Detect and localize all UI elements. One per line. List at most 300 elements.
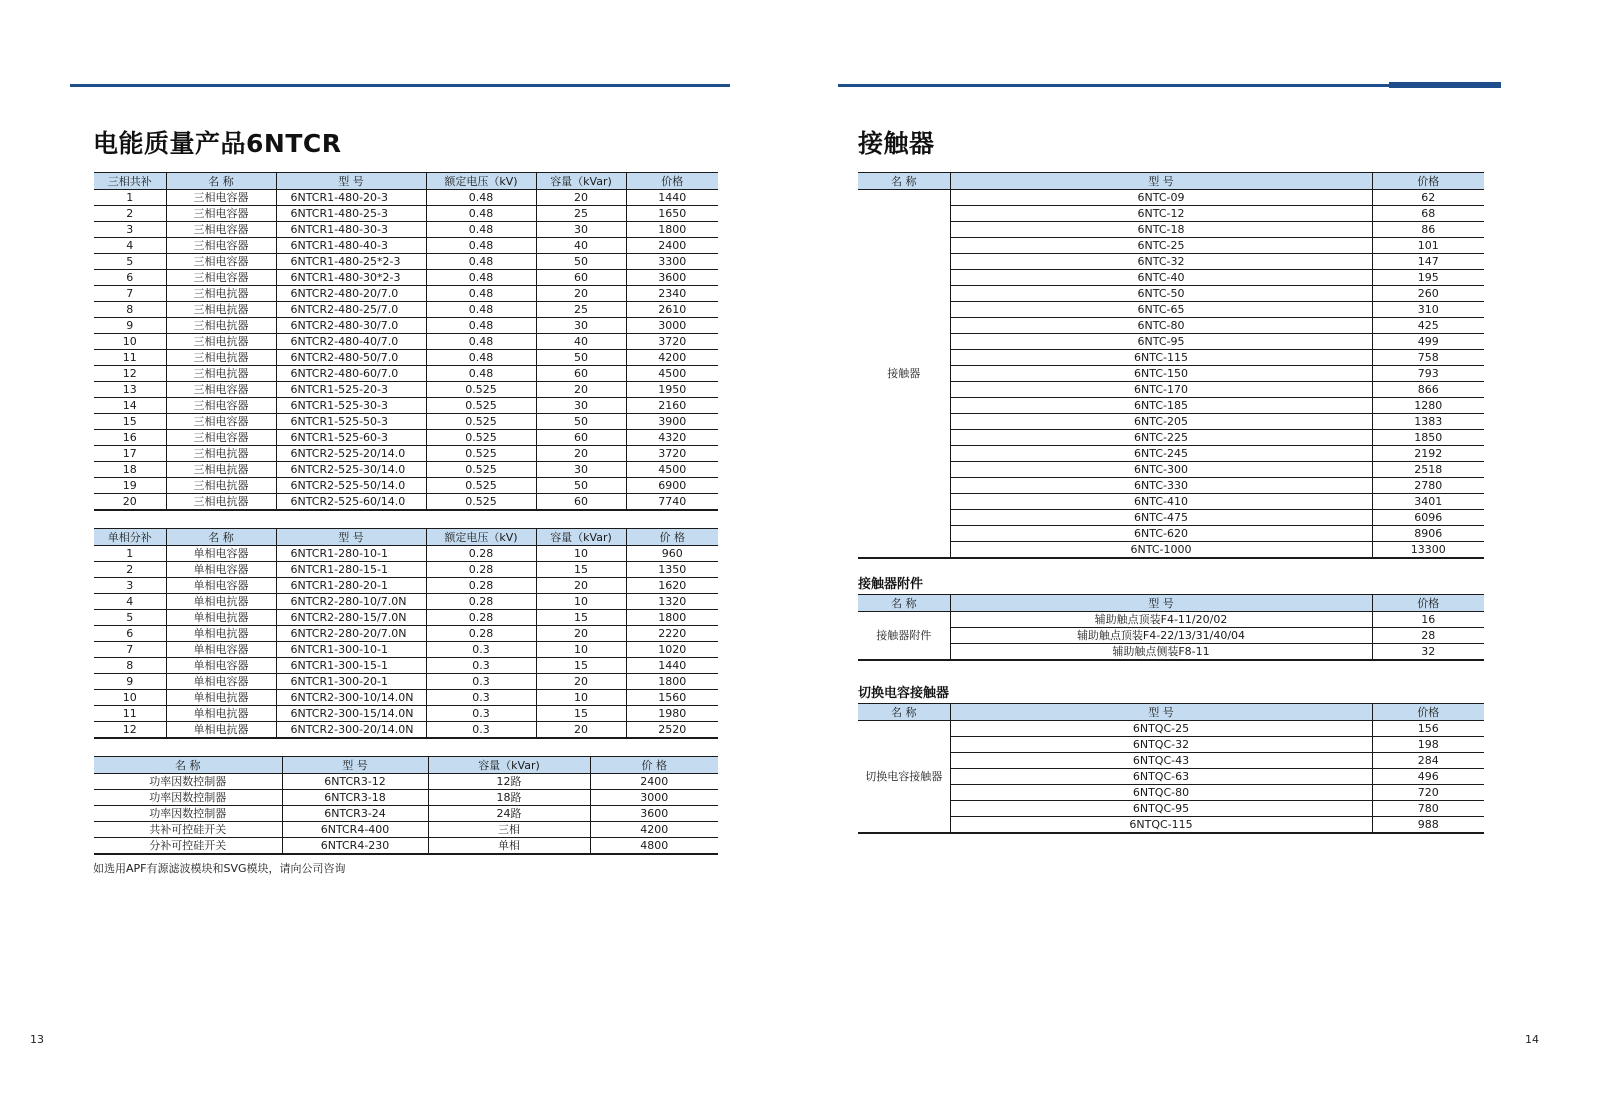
table-cell: 6NTC-245	[950, 446, 1372, 462]
table-row	[94, 658, 718, 674]
table-cell: 68	[1372, 206, 1484, 222]
table-cell: 三相电抗器	[166, 318, 276, 334]
table-cell: 15	[536, 658, 626, 674]
table-cell: 0.3	[426, 690, 536, 706]
table-cell: 6NTCR1-525-30-3	[276, 398, 426, 414]
table-cell: 功率因数控制器	[94, 806, 282, 822]
table-cell: 3720	[626, 446, 718, 462]
table-cell: 0.28	[426, 626, 536, 642]
table-cell: 6NTCR2-280-10/7.0N	[276, 594, 426, 610]
table-cell: 6NTQC-32	[950, 737, 1372, 753]
table-row	[94, 318, 718, 334]
table-cell: 7	[94, 286, 166, 302]
table-cell: 15	[94, 414, 166, 430]
table-cell: 1440	[626, 658, 718, 674]
table-row	[858, 801, 1484, 817]
table-cell: 0.48	[426, 302, 536, 318]
table-row	[94, 478, 718, 494]
table-cell: 三相电容器	[166, 254, 276, 270]
table-cell: 10	[536, 546, 626, 562]
table-cell: 0.525	[426, 478, 536, 494]
table-cell: 0.48	[426, 222, 536, 238]
table-row	[858, 817, 1484, 834]
table-cell: 0.525	[426, 446, 536, 462]
table-row	[858, 350, 1484, 366]
table-cell: 1350	[626, 562, 718, 578]
table-cell: 4320	[626, 430, 718, 446]
table-cell: 12	[94, 722, 166, 739]
right-page-title: 接触器	[858, 129, 935, 158]
table-cell: 单相电容器	[166, 674, 276, 690]
table-cell: 195	[1372, 270, 1484, 286]
table-cell: 1650	[626, 206, 718, 222]
table-cell: 6NTC-115	[950, 350, 1372, 366]
table-cell: 6NTQC-43	[950, 753, 1372, 769]
table-cell: 0.28	[426, 578, 536, 594]
table-cell: 6NTCR2-480-60/7.0	[276, 366, 426, 382]
table-row	[94, 302, 718, 318]
table-cell: 单相电抗器	[166, 722, 276, 739]
table-row	[858, 737, 1484, 753]
table-cell: 三相电容器	[166, 398, 276, 414]
table-row	[858, 318, 1484, 334]
table-cell: 9	[94, 674, 166, 690]
table-cell: 30	[536, 222, 626, 238]
table-cell: 6NTCR1-525-20-3	[276, 382, 426, 398]
group-name-cell: 接触器附件	[858, 612, 950, 661]
three-phase-table	[94, 172, 718, 511]
table-cell: 780	[1372, 801, 1484, 817]
table-row	[94, 626, 718, 642]
table-cell: 18	[94, 462, 166, 478]
table-cell: 0.28	[426, 594, 536, 610]
table-cell: 101	[1372, 238, 1484, 254]
table-cell: 2400	[626, 238, 718, 254]
table-cell: 425	[1372, 318, 1484, 334]
header-cell: 型 号	[276, 529, 426, 546]
table-row	[858, 494, 1484, 510]
table-cell: 6NTCR1-480-20-3	[276, 190, 426, 206]
table-cell: 单相电抗器	[166, 706, 276, 722]
table-cell: 三相电容器	[166, 238, 276, 254]
table-cell: 28	[1372, 628, 1484, 644]
table-cell: 3900	[626, 414, 718, 430]
table-cell: 三相电抗器	[166, 334, 276, 350]
table-cell: 4	[94, 238, 166, 254]
table-cell: 60	[536, 430, 626, 446]
table-cell: 18路	[428, 790, 590, 806]
table-cell: 6NTCR2-480-25/7.0	[276, 302, 426, 318]
table-row	[858, 612, 1484, 628]
table-cell: 6NTCR4-230	[282, 838, 428, 855]
table-cell: 6NTCR3-24	[282, 806, 428, 822]
table-cell: 6NTCR4-400	[282, 822, 428, 838]
table-cell: 12	[94, 366, 166, 382]
table-cell: 6NTCR1-280-15-1	[276, 562, 426, 578]
table-cell: 16	[1372, 612, 1484, 628]
table-cell: 单相电容器	[166, 642, 276, 658]
table-cell: 0.48	[426, 206, 536, 222]
table-cell: 6NTC-150	[950, 366, 1372, 382]
table-cell: 6NTCR2-280-15/7.0N	[276, 610, 426, 626]
table-cell: 1	[94, 546, 166, 562]
table-row	[94, 270, 718, 286]
header-cell: 价格	[626, 173, 718, 190]
table-row	[858, 334, 1484, 350]
table-cell: 6NTC-25	[950, 238, 1372, 254]
table-cell: 866	[1372, 382, 1484, 398]
table-cell: 25	[536, 206, 626, 222]
table-cell: 6NTCR1-480-25*2-3	[276, 254, 426, 270]
table-cell: 20	[536, 446, 626, 462]
table-cell: 50	[536, 478, 626, 494]
table-cell: 15	[536, 562, 626, 578]
table-row	[94, 578, 718, 594]
switching-contactor-table	[858, 703, 1484, 834]
accessories-title: 接触器附件	[858, 577, 924, 592]
table-cell: 20	[94, 494, 166, 511]
table-cell: 0.3	[426, 642, 536, 658]
table-cell: 辅助触点顶装F4-22/13/31/40/04	[950, 628, 1372, 644]
table-cell: 6900	[626, 478, 718, 494]
table-row	[858, 628, 1484, 644]
table-header-row	[94, 529, 718, 546]
table-row	[94, 610, 718, 626]
table-cell: 三相电容器	[166, 222, 276, 238]
table-cell: 6NTC-40	[950, 270, 1372, 286]
table-row	[94, 382, 718, 398]
table-cell: 6NTC-170	[950, 382, 1372, 398]
table-cell: 1800	[626, 610, 718, 626]
table-cell: 0.525	[426, 414, 536, 430]
header-cell: 名 称	[94, 757, 282, 774]
header-cell: 价 格	[590, 757, 718, 774]
table-cell: 6NTCR2-480-20/7.0	[276, 286, 426, 302]
table-cell: 0.48	[426, 334, 536, 350]
table-cell: 2220	[626, 626, 718, 642]
table-cell: 三相电抗器	[166, 302, 276, 318]
table-cell: 0.28	[426, 562, 536, 578]
table-cell: 758	[1372, 350, 1484, 366]
header-cell: 型 号	[950, 704, 1372, 721]
table-row	[94, 222, 718, 238]
table-row	[858, 510, 1484, 526]
table-cell: 11	[94, 350, 166, 366]
table-cell: 156	[1372, 721, 1484, 737]
table-cell: 6NTCR1-280-20-1	[276, 578, 426, 594]
table-cell: 3600	[626, 270, 718, 286]
table-cell: 14	[94, 398, 166, 414]
table-cell: 20	[536, 190, 626, 206]
table-cell: 11	[94, 706, 166, 722]
table-cell: 20	[536, 626, 626, 642]
header-cell: 名 称	[166, 173, 276, 190]
header-cell: 价格	[1372, 595, 1484, 612]
table-cell: 6NTQC-115	[950, 817, 1372, 834]
table-cell: 8	[94, 658, 166, 674]
table-cell: 1950	[626, 382, 718, 398]
switching-title: 切换电容接触器	[858, 686, 950, 701]
table-cell: 310	[1372, 302, 1484, 318]
table-cell: 2520	[626, 722, 718, 739]
table-cell: 6NTCR2-480-40/7.0	[276, 334, 426, 350]
table-header-row	[858, 173, 1484, 190]
table-cell: 15	[536, 706, 626, 722]
table-cell: 20	[536, 674, 626, 690]
table-cell: 1800	[626, 222, 718, 238]
table-cell: 10	[94, 690, 166, 706]
table-cell: 6NTC-300	[950, 462, 1372, 478]
table-cell: 3401	[1372, 494, 1484, 510]
table-cell: 198	[1372, 737, 1484, 753]
header-cell: 型 号	[950, 173, 1372, 190]
table-cell: 2400	[590, 774, 718, 790]
table-cell: 6NTC-410	[950, 494, 1372, 510]
table-row	[94, 790, 718, 806]
table-cell: 60	[536, 270, 626, 286]
header-cell: 容量（kVar)	[428, 757, 590, 774]
table-row	[858, 254, 1484, 270]
table-cell: 1980	[626, 706, 718, 722]
header-cell: 价 格	[626, 529, 718, 546]
table-cell: 6NTCR1-525-60-3	[276, 430, 426, 446]
table-cell: 2160	[626, 398, 718, 414]
page-number-left: 13	[30, 1033, 44, 1046]
table-cell: 功率因数控制器	[94, 774, 282, 790]
table-cell: 40	[536, 334, 626, 350]
table-row	[94, 286, 718, 302]
table-cell: 20	[536, 286, 626, 302]
table-cell: 3300	[626, 254, 718, 270]
table-cell: 辅助触点顶装F4-11/20/02	[950, 612, 1372, 628]
table-cell: 6NTC-330	[950, 478, 1372, 494]
header-cell: 额定电压（kV)	[426, 173, 536, 190]
table-cell: 6NTCR1-525-50-3	[276, 414, 426, 430]
header-cell: 容量（kVar)	[536, 173, 626, 190]
table-row	[858, 366, 1484, 382]
table-cell: 2340	[626, 286, 718, 302]
table-cell: 3000	[626, 318, 718, 334]
header-cell: 单相分补	[94, 529, 166, 546]
table-cell: 6NTCR1-480-40-3	[276, 238, 426, 254]
table-cell: 2518	[1372, 462, 1484, 478]
table-cell: 1	[94, 190, 166, 206]
table-cell: 62	[1372, 190, 1484, 206]
table-header-row	[94, 757, 718, 774]
table-cell: 0.48	[426, 270, 536, 286]
table-cell: 6NTCR1-300-10-1	[276, 642, 426, 658]
table-cell: 60	[536, 494, 626, 511]
table-row	[858, 644, 1484, 661]
table-cell: 单相电抗器	[166, 610, 276, 626]
table-cell: 三相电抗器	[166, 446, 276, 462]
table-row	[94, 366, 718, 382]
table-cell: 20	[536, 578, 626, 594]
table-cell: 30	[536, 462, 626, 478]
table-cell: 6096	[1372, 510, 1484, 526]
table-cell: 功率因数控制器	[94, 790, 282, 806]
table-cell: 三相电抗器	[166, 350, 276, 366]
table-row	[858, 753, 1484, 769]
table-cell: 9	[94, 318, 166, 334]
table-row	[94, 690, 718, 706]
table-cell: 6	[94, 270, 166, 286]
header-cell: 价格	[1372, 173, 1484, 190]
table-cell: 793	[1372, 366, 1484, 382]
table-cell: 6NTCR1-300-20-1	[276, 674, 426, 690]
table-cell: 50	[536, 414, 626, 430]
table-cell: 单相电容器	[166, 578, 276, 594]
table-cell: 6NTCR2-525-50/14.0	[276, 478, 426, 494]
table-cell: 13300	[1372, 542, 1484, 559]
table-row	[94, 334, 718, 350]
header-cell: 名 称	[858, 173, 950, 190]
table-cell: 6NTC-185	[950, 398, 1372, 414]
table-cell: 6NTCR2-280-20/7.0N	[276, 626, 426, 642]
contactor-table	[858, 172, 1484, 559]
table-cell: 10	[536, 690, 626, 706]
table-row	[94, 674, 718, 690]
table-cell: 0.28	[426, 610, 536, 626]
table-cell: 1800	[626, 674, 718, 690]
table-cell: 6NTC-620	[950, 526, 1372, 542]
table-cell: 7	[94, 642, 166, 658]
table-cell: 147	[1372, 254, 1484, 270]
table-cell: 2	[94, 206, 166, 222]
header-cell: 型 号	[282, 757, 428, 774]
table-cell: 284	[1372, 753, 1484, 769]
left-page-title: 电能质量产品6NTCR	[93, 129, 342, 158]
header-cell: 名 称	[858, 704, 950, 721]
table-cell: 20	[536, 382, 626, 398]
table-cell: 6NTCR2-300-10/14.0N	[276, 690, 426, 706]
table-cell: 6NTCR2-300-20/14.0N	[276, 722, 426, 739]
table-cell: 960	[626, 546, 718, 562]
table-cell: 0.48	[426, 366, 536, 382]
table-cell: 0.3	[426, 674, 536, 690]
table-row	[858, 721, 1484, 737]
table-cell: 6NTC-12	[950, 206, 1372, 222]
table-cell: 32	[1372, 644, 1484, 661]
header-cell: 容量（kVar)	[536, 529, 626, 546]
table-row	[94, 462, 718, 478]
table-cell: 6NTC-1000	[950, 542, 1372, 559]
table-cell: 6NTCR2-480-50/7.0	[276, 350, 426, 366]
table-cell: 6NTC-65	[950, 302, 1372, 318]
table-cell: 15	[536, 610, 626, 626]
table-cell: 1850	[1372, 430, 1484, 446]
table-header-row	[858, 704, 1484, 721]
table-cell: 50	[536, 350, 626, 366]
table-cell: 988	[1372, 817, 1484, 834]
table-cell: 499	[1372, 334, 1484, 350]
table-row	[858, 478, 1484, 494]
table-cell: 496	[1372, 769, 1484, 785]
table-cell: 6NTC-09	[950, 190, 1372, 206]
table-cell: 3	[94, 222, 166, 238]
table-row	[94, 414, 718, 430]
table-cell: 6NTQC-63	[950, 769, 1372, 785]
table-row	[858, 270, 1484, 286]
table-row	[94, 398, 718, 414]
table-cell: 分补可控硅开关	[94, 838, 282, 855]
table-cell: 三相电抗器	[166, 366, 276, 382]
table-cell: 三相电容器	[166, 414, 276, 430]
table-row	[94, 430, 718, 446]
table-cell: 1440	[626, 190, 718, 206]
table-cell: 1020	[626, 642, 718, 658]
table-row	[94, 642, 718, 658]
table-row	[94, 838, 718, 855]
table-row	[858, 398, 1484, 414]
table-cell: 10	[536, 642, 626, 658]
table-row	[858, 430, 1484, 446]
table-cell: 4800	[590, 838, 718, 855]
table-row	[94, 722, 718, 739]
table-cell: 单相电抗器	[166, 594, 276, 610]
table-cell: 6NTCR3-12	[282, 774, 428, 790]
table-cell: 3720	[626, 334, 718, 350]
table-cell: 260	[1372, 286, 1484, 302]
group-name-cell: 接触器	[858, 190, 950, 559]
table-cell: 6NTC-205	[950, 414, 1372, 430]
table-cell: 3	[94, 578, 166, 594]
header-cell: 型 号	[276, 173, 426, 190]
table-cell: 三相电抗器	[166, 462, 276, 478]
table-row	[858, 238, 1484, 254]
table-cell: 单相电容器	[166, 546, 276, 562]
table-cell: 6NTC-80	[950, 318, 1372, 334]
table-row	[94, 774, 718, 790]
table-cell: 3600	[590, 806, 718, 822]
table-cell: 6NTC-95	[950, 334, 1372, 350]
table-cell: 6NTC-475	[950, 510, 1372, 526]
table-cell: 2	[94, 562, 166, 578]
table-header-row	[858, 595, 1484, 612]
table-cell: 辅助触点侧装F8-11	[950, 644, 1372, 661]
table-row	[858, 206, 1484, 222]
table-cell: 三相电容器	[166, 190, 276, 206]
table-cell: 共补可控硅开关	[94, 822, 282, 838]
left-top-rule	[70, 84, 730, 87]
table-cell: 6NTCR2-525-60/14.0	[276, 494, 426, 511]
table-cell: 0.525	[426, 398, 536, 414]
accessories-table	[858, 594, 1484, 661]
table-cell: 10	[536, 594, 626, 610]
table-cell: 三相	[428, 822, 590, 838]
table-cell: 6NTQC-95	[950, 801, 1372, 817]
single-phase-table	[94, 528, 718, 739]
table-cell: 0.28	[426, 546, 536, 562]
table-row	[858, 446, 1484, 462]
group-name-cell: 切换电容接触器	[858, 721, 950, 834]
table-cell: 0.3	[426, 706, 536, 722]
table-cell: 25	[536, 302, 626, 318]
table-cell: 6NTCR1-480-25-3	[276, 206, 426, 222]
table-row	[94, 546, 718, 562]
table-row	[94, 238, 718, 254]
table-row	[858, 526, 1484, 542]
table-cell: 19	[94, 478, 166, 494]
table-cell: 6NTCR1-300-15-1	[276, 658, 426, 674]
table-cell: 0.48	[426, 350, 536, 366]
table-cell: 6NTC-50	[950, 286, 1372, 302]
table-cell: 6NTCR2-480-30/7.0	[276, 318, 426, 334]
table-cell: 5	[94, 254, 166, 270]
table-cell: 6NTCR2-525-20/14.0	[276, 446, 426, 462]
table-row	[94, 562, 718, 578]
table-cell: 12路	[428, 774, 590, 790]
